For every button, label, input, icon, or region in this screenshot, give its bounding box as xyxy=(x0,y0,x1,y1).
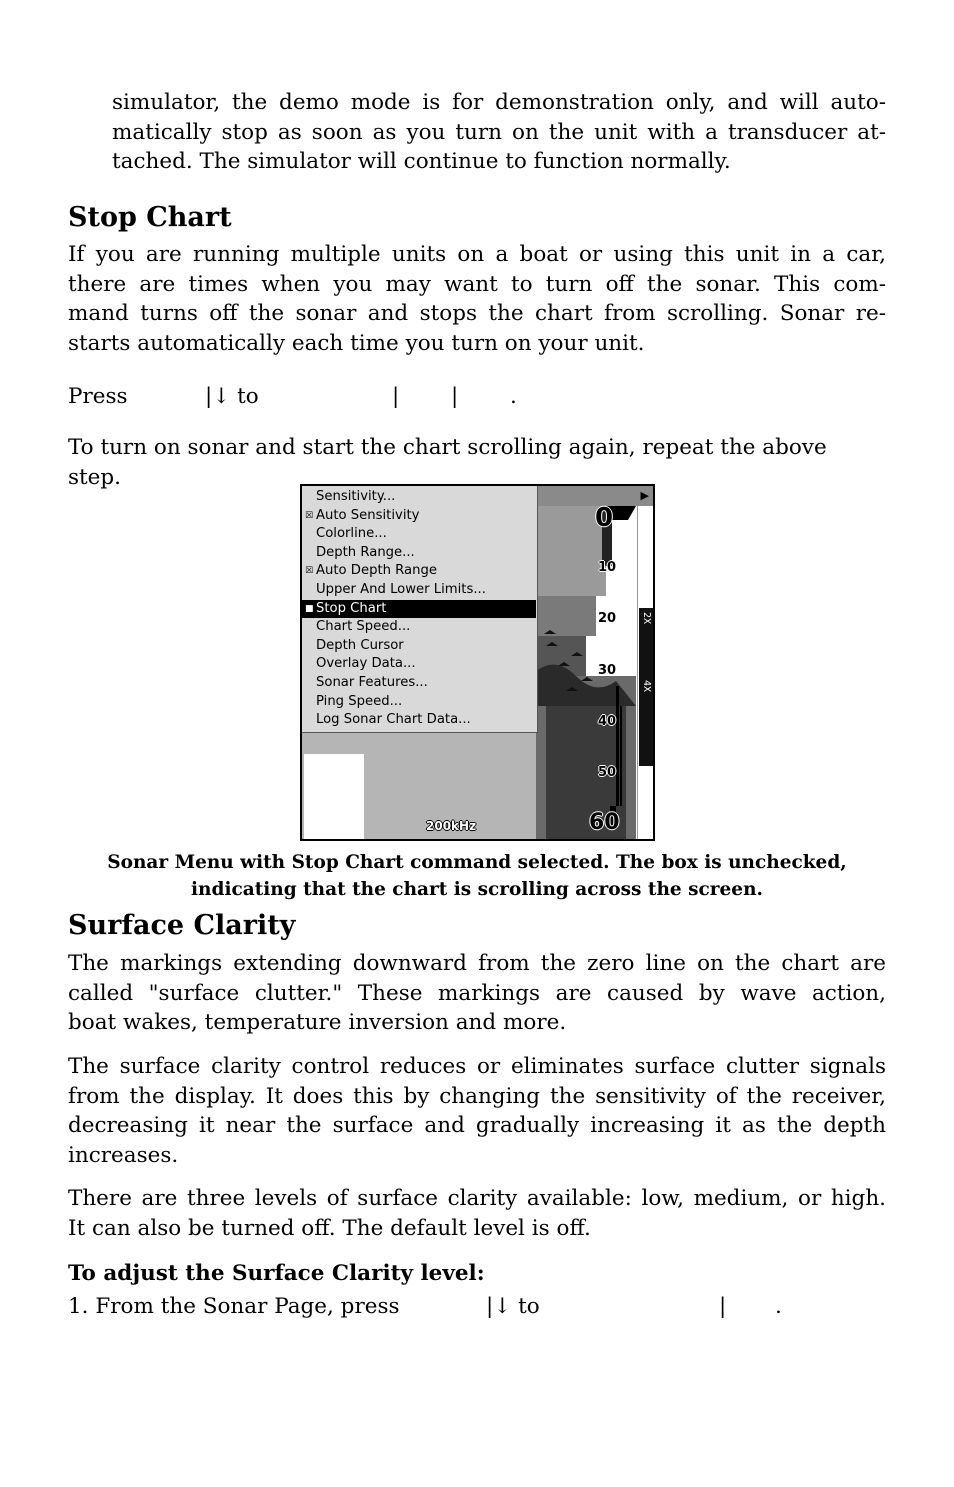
menu-item-auto-depth-range[interactable] xyxy=(302,562,536,581)
text-line: simulator, the demo mode is for demonstration only, and will auto- xyxy=(112,90,886,115)
figure-caption xyxy=(68,849,886,903)
depth-label: 0 xyxy=(595,503,614,533)
menu-item-overlay-data[interactable] xyxy=(302,655,536,674)
menu-item-label: Depth Range... xyxy=(316,544,415,560)
menu-item-label: Upper And Lower Limits... xyxy=(316,582,486,597)
depth-label: 10 xyxy=(598,560,617,575)
text-line: If you are running multiple units on a boat or using this unit in a car, xyxy=(68,242,886,267)
menu-item-upper-lower-limits[interactable] xyxy=(302,581,536,600)
menu-item-label: Auto Depth Range xyxy=(316,563,437,579)
menu-item-depth-range[interactable] xyxy=(302,544,536,563)
text-line: boat wakes, temperature inversion and more. xyxy=(68,1010,567,1036)
text-line: The markings extending downward from the zero line on the chart are xyxy=(68,951,886,976)
menu-item-log-sonar-chart-data[interactable] xyxy=(302,711,536,730)
checkbox-icon: ■ xyxy=(305,603,314,614)
stop-chart-heading: Stop Chart xyxy=(68,202,232,233)
menu-item-label: Depth Cursor xyxy=(316,637,404,653)
menu-item-label: Colorline... xyxy=(316,526,387,542)
repeat-paragraph: To turn on sonar and start the chart scrolling again, repeat the above step. xyxy=(68,435,827,490)
separator: | xyxy=(392,384,400,409)
menu-item-label: Sensitivity... xyxy=(316,489,396,504)
menu-item-label: Log Sonar Chart Data... xyxy=(316,712,471,728)
text-line: mand turns off the sonar and stops the chart from scrolling. Sonar re- xyxy=(68,301,886,327)
checkbox-icon: ☒ xyxy=(305,510,314,521)
caption-line: Sonar Menu with Stop Chart command selected. The box is unchecked, xyxy=(107,852,847,873)
text-line: tached. The simulator will continue to function normally. xyxy=(112,149,731,175)
press-word: Press xyxy=(68,384,128,409)
text-line: starts automatically each time you turn on your unit. xyxy=(68,330,645,356)
menu-item-depth-cursor[interactable] xyxy=(302,637,536,656)
sonar-screenshot xyxy=(300,484,655,841)
text-line: from the display. It does this by changing the sensitivity of the receiver, xyxy=(68,1083,886,1109)
menu-item-label: Ping Speed... xyxy=(316,693,403,709)
text-line: increases. xyxy=(68,1142,179,1168)
right-arrow-icon: ▶ xyxy=(640,489,649,502)
procedure-heading: To adjust the Surface Clarity level: xyxy=(68,1261,485,1286)
caption-line: indicating that the chart is scrolling across the screen. xyxy=(191,879,763,900)
menu-item-ping-speed[interactable] xyxy=(302,693,536,712)
menu-item-sonar-features[interactable] xyxy=(302,674,536,693)
menu-item-sensitivity[interactable] xyxy=(302,488,536,507)
separator: | xyxy=(719,1294,727,1319)
menu-item-label: Overlay Data... xyxy=(316,656,416,672)
stop-chart-paragraph xyxy=(68,240,886,358)
sonar-menu xyxy=(302,486,538,733)
zoom-bar-segment xyxy=(639,608,653,678)
text-line: There are three levels of surface clarity available: low, medium, or high. xyxy=(68,1186,886,1211)
sonar-echo-graphic xyxy=(536,506,653,839)
surface-clarity-heading: Surface Clarity xyxy=(68,910,296,941)
menu-item-auto-sensitivity[interactable] xyxy=(302,507,536,526)
step-1-prefix: 1. From the Sonar Page, press xyxy=(68,1294,400,1319)
menu-item-stop-chart[interactable] xyxy=(302,600,536,619)
depth-label: 60 xyxy=(589,810,620,835)
text-line: matically stop as soon as you turn on the unit with a transducer at- xyxy=(112,119,886,145)
intro-paragraph xyxy=(112,88,886,177)
text-line: there are times when you may want to turn off the sonar. This com- xyxy=(68,271,886,297)
surface-clarity-paragraph-1 xyxy=(68,949,886,1038)
period: . xyxy=(510,384,517,409)
surface-clarity-paragraph-2 xyxy=(68,1052,886,1170)
sonar-chart-area xyxy=(536,506,653,839)
text-line: The surface clarity control reduces or eliminates surface clutter signals xyxy=(68,1054,886,1079)
depth-label: 20 xyxy=(598,611,617,626)
zoom-label: 4X xyxy=(641,680,652,693)
text-line: decreasing it near the surface and gradually increasing it as the depth xyxy=(68,1113,886,1139)
menu-item-label: Stop Chart xyxy=(316,600,387,616)
frequency-label: 200kHz xyxy=(426,819,477,833)
menu-item-label: Sonar Features... xyxy=(316,675,428,690)
menu-item-colorline[interactable] xyxy=(302,525,536,544)
depth-label: 40 xyxy=(598,714,617,729)
text-line: called "surface clutter." These markings are caused by wave action, xyxy=(68,980,886,1006)
separator: | xyxy=(451,384,459,409)
arrow-to-text: |↓ to xyxy=(205,384,259,409)
text-line: It can also be turned off. The default level is off. xyxy=(68,1215,591,1241)
period: . xyxy=(775,1294,782,1319)
menu-item-label: Chart Speed... xyxy=(316,619,411,635)
menu-item-label: Auto Sensitivity xyxy=(316,507,420,523)
menu-item-chart-speed[interactable] xyxy=(302,618,536,637)
zoom-label: 2X xyxy=(641,612,652,625)
checkbox-icon: ☒ xyxy=(305,566,314,577)
arrow-to-text: |↓ to xyxy=(486,1294,540,1319)
depth-label: 30 xyxy=(598,663,617,678)
zoom-bar-segment xyxy=(639,676,653,766)
depth-label: 50 xyxy=(598,765,617,780)
surface-clarity-paragraph-3 xyxy=(68,1184,886,1243)
blank-panel xyxy=(304,754,364,839)
